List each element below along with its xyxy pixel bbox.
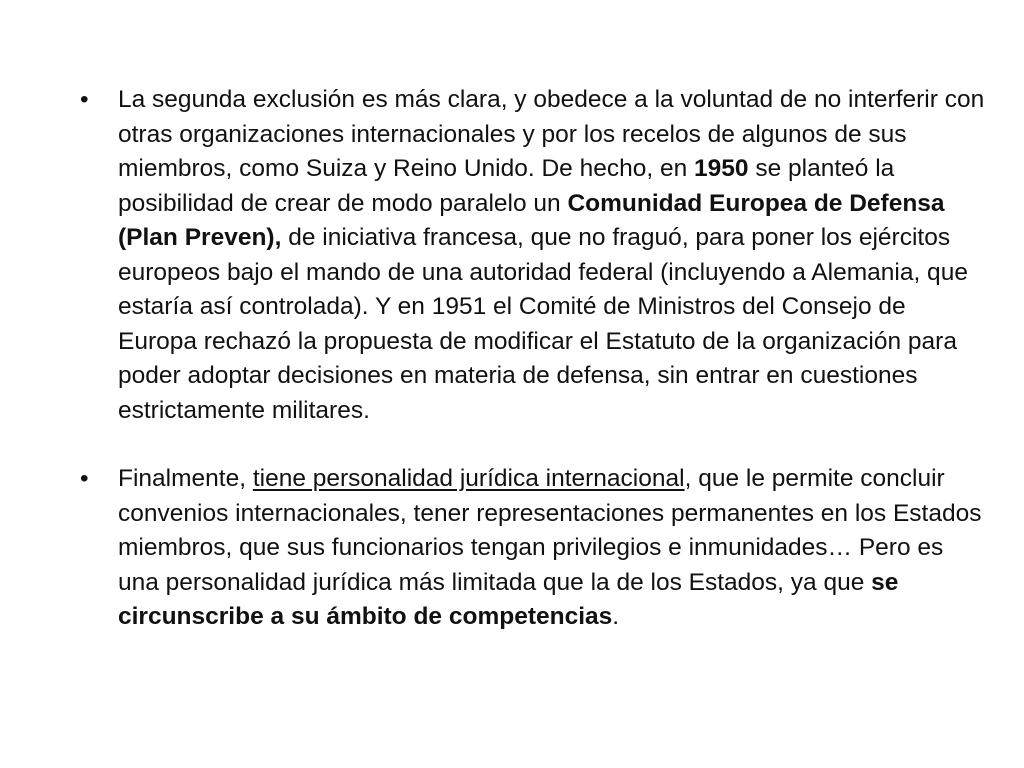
bullet-item-personalidad	[80, 462, 985, 635]
text-segment: se planteó la posibilidad de crear de modo paralelo un	[118, 155, 895, 217]
text-segment: Finalmente,	[118, 465, 253, 492]
bold-term: Comunidad Europea de Defensa (Plan Preven),	[118, 189, 945, 251]
bold-year: 1950	[694, 155, 749, 182]
text-segment: de iniciativa francesa, que no fraguó, para poner los ejércitos europeos bajo el mando de una autoridad federal (incluyendo a Alemania, que estaría así controlada). Y en 1951 el Comité de Ministros del Consejo de Europa rechazó la propuesta de modificar el Estatuto de la organización para poder adoptar decisiones en materia de defensa, sin entrar en cuestiones estrictamente militares.	[118, 224, 968, 424]
bullet-icon: •	[80, 86, 89, 113]
text-segment: La segunda exclusión es más clara, y obedece a la voluntad de no interferir con otras organizaciones internacionales y por los recelos de algunos de sus miembros, como Suiza y Reino Unido. De hecho, en	[118, 86, 985, 182]
bullet-item-exclusion	[80, 83, 985, 428]
text-segment: , que le permite concluir convenios internacionales, tener representaciones permanentes en los Estados miembros, que sus funcionarios tengan privilegios e inmunidades… Pero es una personalidad jurídica más limitada que la de los Estados, ya que	[118, 465, 982, 596]
bold-term: se circunscribe a su ámbito de competencias	[118, 568, 899, 630]
bullet-text	[118, 86, 984, 424]
bullet-icon: •	[80, 465, 89, 492]
text-segment: .	[612, 603, 620, 630]
bullet-text	[118, 465, 981, 630]
underlined-term: tiene personalidad jurídica internacional	[252, 465, 685, 492]
bullet-list	[80, 83, 985, 635]
